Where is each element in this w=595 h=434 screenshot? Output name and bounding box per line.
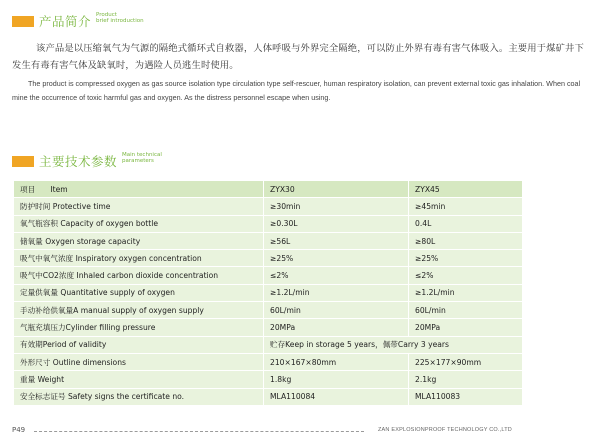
table-cell-zyx45: 60L/min [409, 302, 523, 319]
table-cell-zyx45: ≥80L [409, 232, 523, 249]
table-cell-parameter: 吸气中氧气浓度 Inspiratory oxygen concentration [14, 250, 264, 267]
table-row [14, 215, 523, 232]
table-cell-zyx30: ≥56L [264, 232, 409, 249]
table-cell-parameter: 安全标志证号 Safety signs the certificate no. [14, 388, 264, 405]
table-header-row [14, 181, 523, 198]
intro-section-heading [12, 12, 144, 30]
footer-divider [34, 431, 364, 432]
intro-subtitle [96, 12, 144, 24]
table-cell-zyx45: MLA110083 [409, 388, 523, 405]
table-cell-parameter: 防护时间 Protective time [14, 198, 264, 215]
table-cell-zyx45: ≥45min [409, 198, 523, 215]
table-cell-parameter: 储氧量 Oxygen storage capacity [14, 232, 264, 249]
table-cell-zyx30: ≥25% [264, 250, 409, 267]
table-cell-zyx45: 0.4L [409, 215, 523, 232]
table-row [14, 198, 523, 215]
table-cell-parameter: 手动补给供氧量A manual supply of oxygen supply [14, 302, 264, 319]
table-row [14, 232, 523, 249]
table-cell-zyx45: ≤2% [409, 267, 523, 284]
table-cell-parameter: 吸气中CO2浓度 Inhaled carbon dioxide concentration [14, 267, 264, 284]
company-name: ZAN EXPLOSIONPROOF TECHNOLOGY CO.,LTD [378, 427, 512, 433]
table-row [14, 336, 523, 353]
table-cell-parameter: 重量 Weight [14, 371, 264, 388]
intro-english-text: The product is compressed oxygen as gas source isolation type circulation type self-rescuer, human respiratory isolation, can prevent external toxic gas inhalation. When coal mine the occurrence of toxic harmful gas and oxygen. As the distress personnel escape when using. [12, 79, 581, 102]
intro-chinese-text: 该产品是以压缩氧气为气源的隔绝式循环式自救器，人体呼吸与外界完全隔绝，可以防止外界有毒有害气体吸入。主要用于煤矿井下发生有毒有害气体及缺氧时，为遇险人员逃生时使用。 [12, 43, 584, 71]
tech-subtitle-line2: parameters [122, 158, 154, 164]
table-cell-zyx30: 20MPa [264, 319, 409, 336]
table-row [14, 388, 523, 405]
intro-subtitle-line2: brief introduction [96, 18, 144, 24]
table-cell-zyx30: 贮存Keep in storage 5 years，佩带Carry 3 years [264, 336, 523, 353]
table-row [14, 250, 523, 267]
table-cell-zyx30: 210×167×80mm [264, 353, 409, 370]
table-row [14, 353, 523, 370]
table-cell-zyx30: 1.8kg [264, 371, 409, 388]
table-row [14, 284, 523, 301]
table-cell-zyx30: ≥30min [264, 198, 409, 215]
table-cell-zyx30: ≥1.2L/min [264, 284, 409, 301]
orange-bar-icon [12, 156, 34, 167]
table-cell-parameter: 气瓶充填压力Cylinder filling pressure [14, 319, 264, 336]
table-row [14, 319, 523, 336]
header-cell-zyx30: ZYX30 [264, 181, 409, 198]
table-cell-zyx30: ≥0.30L [264, 215, 409, 232]
table-row [14, 302, 523, 319]
tech-subtitle-line1: Main technical [122, 152, 162, 158]
intro-title: 产品简介 [39, 14, 92, 29]
spec-table-body [14, 181, 523, 406]
page-number: P49 [12, 426, 26, 434]
table-cell-parameter: 有效期Period of validity [14, 336, 264, 353]
table-cell-zyx45: 20MPa [409, 319, 523, 336]
table-cell-zyx45: ≥25% [409, 250, 523, 267]
table-cell-zyx30: MLA110084 [264, 388, 409, 405]
table-row [14, 371, 523, 388]
intro-subtitle-line1: Product [96, 12, 117, 18]
tech-section-heading [12, 152, 162, 170]
table-cell-zyx30: ≤2% [264, 267, 409, 284]
table-cell-parameter: 氧气瓶容积 Capacity of oxygen bottle [14, 215, 264, 232]
orange-bar-icon [12, 16, 34, 27]
table-cell-zyx45: 225×177×90mm [409, 353, 523, 370]
table-cell-parameter: 定量供氧量 Quantitative supply of oxygen [14, 284, 264, 301]
tech-title: 主要技术参数 [39, 154, 118, 169]
header-cell-item: 项目 Item [14, 181, 264, 198]
tech-subtitle [122, 152, 162, 164]
table-row [14, 267, 523, 284]
table-cell-zyx45: ≥1.2L/min [409, 284, 523, 301]
table-cell-parameter: 外形尺寸 Outline dimensions [14, 353, 264, 370]
spec-table [13, 180, 523, 406]
table-cell-zyx45: 2.1kg [409, 371, 523, 388]
header-cell-zyx45: ZYX45 [409, 181, 523, 198]
table-cell-zyx30: 60L/min [264, 302, 409, 319]
